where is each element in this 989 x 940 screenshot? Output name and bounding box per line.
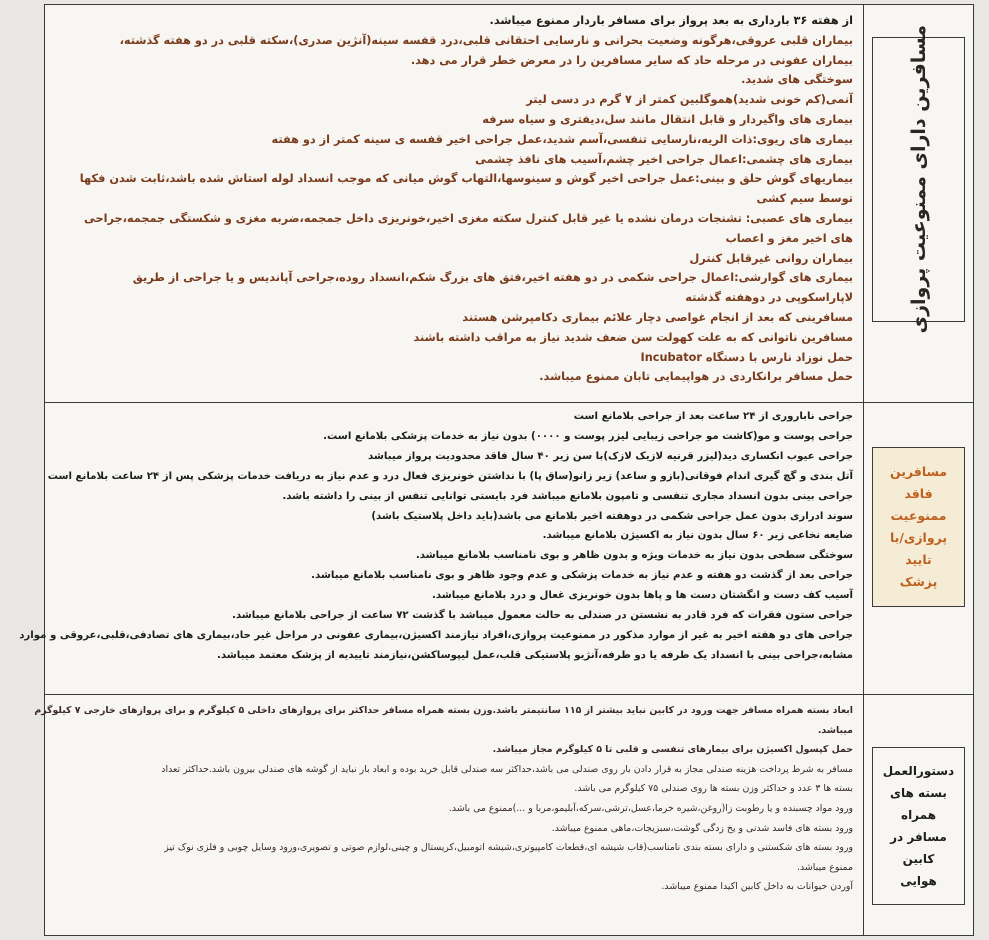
list-item: آنمی(کم خونی شدید)هموگلبین کمتر از ۷ گرم در دسی لیتر bbox=[526, 93, 853, 107]
allowed-with-approval-label-box bbox=[872, 447, 965, 607]
label-line: تایید bbox=[905, 552, 932, 567]
list-item: آتل بندی و گچ گیری اندام فوقانی(بازو و ساعد) زیر زانو(ساق پا) با نداشتن خونریزی فعال درد و عدم نیاز به دریافت خدمات پزشکی پس از ۲۴ ساعت بلامانع است bbox=[47, 470, 853, 482]
list-item: بیماری های ریوی:ذات الریه،نارسایی تنفسی،آسم شدید،عمل جراحی اخیر قفسه ی سینه کمتر از دو هفته bbox=[271, 132, 853, 146]
list-item: بیماران عفونی در مرحله حاد که سایر مسافرین را در معرض خطر قرار می دهد. bbox=[410, 53, 853, 67]
list-item: توسط سیم کشی bbox=[756, 192, 853, 206]
list-item: بیماری های چشمی:اعمال جراحی اخیر چشم،آسیب های نافذ چشمی bbox=[475, 152, 853, 166]
label-line: کابین bbox=[902, 852, 935, 866]
label-line: مسافرین bbox=[889, 464, 948, 479]
section-label-column bbox=[863, 403, 973, 694]
cabin-baggage-label bbox=[883, 760, 954, 892]
list-item: بیماران قلبی عروقی،هرگونه وضعیت بحرانی و نارسایی احتقانی قلبی،درد قفسه سینه(آنژین صدری)،سکته قلبی در دو هفته گذشته، bbox=[119, 33, 853, 47]
list-item: جراحی ستون فقرات که فرد قادر به نشستن در صندلی به حالت معمول میباشد با گذشت ۷۲ ساعت از جراحی بلامانع میباشد. bbox=[232, 610, 853, 622]
list-item: میباشد. bbox=[817, 724, 853, 736]
list-item: مشابه،جراحی بینی با انسداد یک طرفه یا دو طرفه،آنژیو پلاستیکی قلب،عمل لیپوساکشن،نیازمند تاییدیه از پزشک معتمد میباشد. bbox=[217, 649, 853, 661]
list-item: مسافرین ناتوانی که به علت کهولت سن ضعف شدید نیاز به مراقب داشته باشند bbox=[413, 330, 853, 344]
list-item: جراحی بعد از گذشت دو هفته و عدم نیاز به خدمات پزشکی و عدم وجود ظاهر و بوی نامناسب بلامانع میباشد. bbox=[311, 570, 853, 582]
list-item: ورود مواد چسبنده و یا رطوبت زا(روغن،شیره خرما،عسل،ترشی،سرکه،آبلیمو،مربا و ...)ممنوع می باشد. bbox=[448, 802, 853, 814]
list-item: آوردن حیوانات به داخل کابین اکیدا ممنوع میباشد. bbox=[661, 881, 853, 893]
list-item: حمل مسافر برانکاردی در هواپیمایی تابان ممنوع میباشد. bbox=[539, 370, 853, 384]
cabin-baggage-list bbox=[34, 695, 859, 935]
list-item: جراحی پوست و مو(کاشت مو جراحی زیبایی لیزر پوست و ۰۰۰۰) بدون نیاز به خدمات پزشکی بلامانع است. bbox=[323, 430, 853, 442]
prohibited-passengers-label-box bbox=[872, 25, 965, 334]
list-item: حمل کپسول اکسیژن برای بیمارهای تنفسی و قلبی تا ۵ کیلوگرم مجاز میباشد. bbox=[492, 744, 853, 756]
list-item: سوند ادراری بدون عمل جراحی شکمی در دوهفته اخیر بلامانع می باشد(باید داخل پلاستیک باشد) bbox=[371, 510, 853, 522]
list-item: بسته ها ۳ عدد و حداکثر وزن بسته ها روی صندلی ۷۵ کیلوگرم می باشد. bbox=[574, 783, 853, 795]
document-sheet bbox=[19, 4, 974, 936]
section-cabin-baggage-rules bbox=[34, 695, 973, 935]
label-line: فاقد bbox=[904, 486, 933, 501]
list-item: لاپاراسکوپی در دوهفته گذشته bbox=[685, 291, 853, 305]
list-item: آسیب کف دست و انگشتان دست ها و پاها بدون خونریزی غعال و درد بلامانع میباشد. bbox=[431, 590, 853, 602]
list-item: جراحی بینی بدون انسداد مجاری تنفسی و تامپون بلامانع میباشد فرد بایستی توانایی تنفس از بینی را داشته باشد. bbox=[282, 490, 853, 502]
list-item: بیماران روانی غیرقابل کنترل bbox=[689, 251, 853, 265]
list-item: ممنوع میباشد. bbox=[797, 861, 853, 873]
list-item: سوختگی های شدید. bbox=[741, 73, 853, 87]
list-item: بیماری های عصبی: تشنجات درمان نشده یا غیر قابل کنترل سکته مغزی اخیر،خونریزی داخل جمجمه،ضربه مغزی و شکستگی جمجمه،جراحی bbox=[84, 211, 853, 225]
prohibited-passengers-list bbox=[53, 5, 859, 402]
allowed-with-approval-list bbox=[19, 403, 859, 694]
list-item: ضایعه نخاعی زیر ۶۰ سال بدون نیاز به اکسیژن بلامانع میباشد. bbox=[542, 530, 853, 542]
list-item: بیماری های گوارشی:اعمال جراحی شکمی در دو هفته اخیر،فتق های بزرگ شکم،انسداد روده،جراحی آپاندیس و یا جراحی از طریق bbox=[132, 271, 853, 285]
label-line: پزشک bbox=[899, 574, 938, 589]
prohibited-passengers-label: مسافرین دارای ممنوعیت پروازی bbox=[907, 25, 930, 334]
list-item: حمل نوزاد نارس با دستگاه Incubator bbox=[640, 350, 853, 364]
cabin-baggage-label-box bbox=[872, 747, 965, 905]
label-line: مسافر در bbox=[890, 830, 947, 844]
label-line: دستورالعمل bbox=[882, 764, 955, 778]
label-line: هوایی bbox=[900, 874, 937, 888]
label-line: ممنوعیت bbox=[890, 508, 947, 523]
section-label-column bbox=[863, 695, 973, 935]
list-item: ابعاد بسته همراه مسافر جهت ورود در کابین نباید بیشتر از ۱۱۵ سانتیمتر باشد.وزن بسته همراه مسافر حداکثر برای پروازهای داخلی ۵ کیلوگرم و برای پروازهای خارجی ۷ کیلوگرم bbox=[34, 705, 853, 716]
section-label-column bbox=[863, 5, 973, 402]
list-item: بیماریهای گوش حلق و بینی:عمل جراحی اخیر گوش و سینوسها،التهاب گوش میانی که موجب انسداد لوله استاش شده باشد،ثابت شدن فکها bbox=[79, 172, 853, 186]
section-prohibited-passengers bbox=[45, 5, 973, 403]
section-allowed-with-approval bbox=[19, 403, 973, 695]
allowed-with-approval-label bbox=[890, 461, 947, 593]
list-item: جراحی ناباروری از ۲۴ ساعت بعد از جراحی بلامانع است bbox=[573, 411, 853, 422]
list-item: جراحی عیوب انکساری دید(لیزر قرنیه لازیک لازک)با سن زیر ۴۰ سال فاقد محدودیت پرواز میباشد bbox=[367, 450, 853, 462]
list-item: مسافرینی که بعد از انجام غواصی دچار علائم بیماری دکامپرشن هستند bbox=[462, 310, 853, 324]
list-item: ورود بسته های فاسد شدنی و یخ زدگی گوشت،سبزیجات،ماهی ممنوع میباشد. bbox=[551, 822, 853, 834]
list-item: های اخیر مغز و اعصاب bbox=[725, 231, 853, 245]
list-item: سوختگی سطحی بدون نیاز به خدمات ویژه و بدون ظاهر و بوی نامناسب بلامانع میباشد. bbox=[415, 550, 853, 562]
list-item: جراحی های دو هفته اخیر به غیر از موارد مذکور در ممنوعیت پروازی،افراد نیازمند اکسیژن،بیماری عفونی در مراحل غیر حاد،بیماری های تصادفی،قلبی،عروقی و موارد bbox=[19, 629, 853, 641]
list-item: مسافر به شرط پرداخت هزینه صندلی مجاز به قرار دادن بار روی صندلی می باشد،حداکثر سه صندلی قابل خرید بوده و ابعاد بار نباید از گوشه های صندلی بیرون باشد.حداکثر تعداد bbox=[161, 763, 853, 775]
list-item: ورود بسته های شکستنی و دارای بسته بندی نامناسب(قاب شیشه ای،قطعات کامپیوتری،شیشه اتومبیل،کریستال و چینی،لوازم صوتی و تصویری،ورود وسایل چوبی و فلزی نوک تیز bbox=[164, 842, 853, 854]
label-line: همراه bbox=[900, 808, 937, 822]
list-item: بیماری های واگیردار و قابل انتقال مانند سل،دیفتری و سیاه سرفه bbox=[482, 112, 853, 126]
label-line: بسته های bbox=[890, 786, 947, 800]
list-item: از هفته ۳۶ بارداری به بعد پرواز برای مسافر باردار ممنوع میباشد. bbox=[489, 14, 853, 27]
label-line: پروازی/با bbox=[889, 530, 948, 545]
